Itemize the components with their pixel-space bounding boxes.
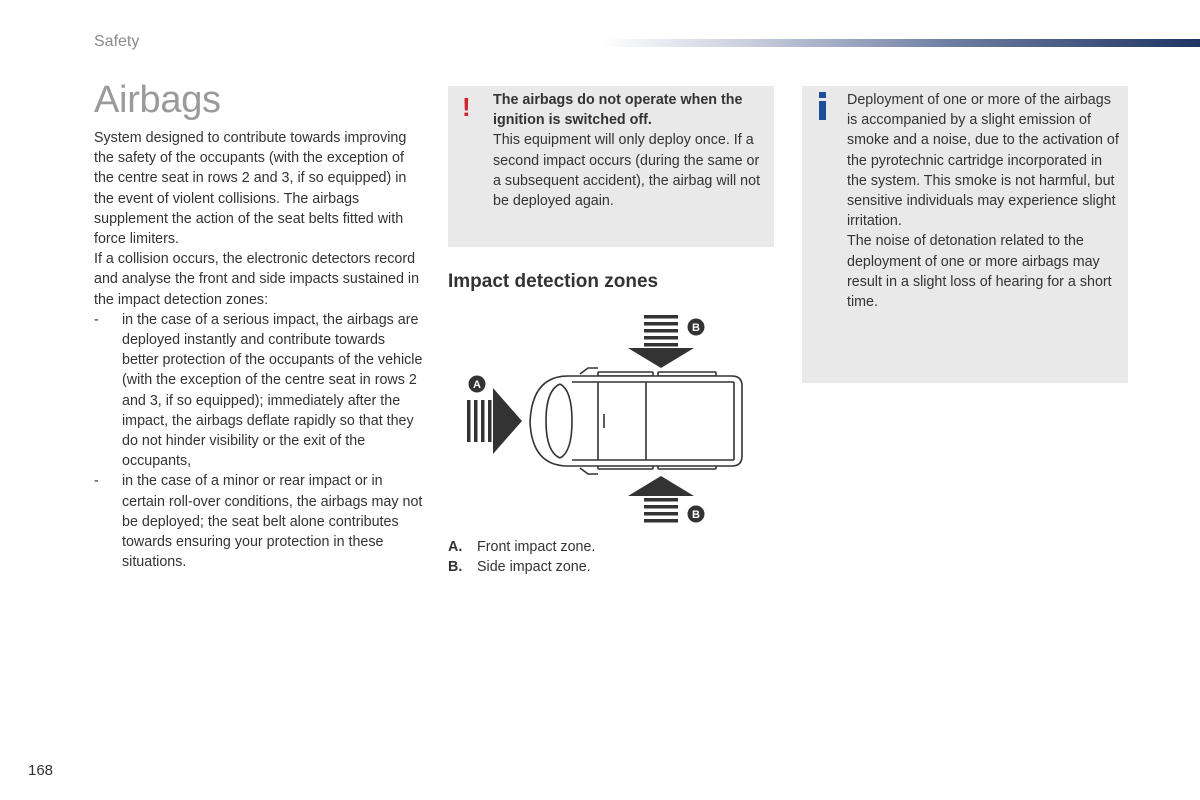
page-title: Airbags: [94, 79, 221, 121]
bullet-dash: -: [94, 473, 99, 490]
warning-body-text: This equipment will only deploy once. If a second impact occurs (during the same or a subsequent accident), the airbag will not be deployed again.: [493, 132, 761, 210]
legend-key: B.: [448, 559, 463, 576]
page-number: 168: [28, 762, 54, 779]
warning-box: [448, 86, 774, 247]
legend-text: Front impact zone.: [477, 539, 596, 555]
impact-zones-heading: Impact detection zones: [448, 271, 659, 292]
side-impact-arrow-top: [628, 315, 694, 368]
list-item: [94, 471, 424, 572]
bullet-dash: -: [94, 311, 99, 328]
bullet-text: in the case of a minor or rear impact or in certain roll-over conditions, the airbags may not be deployed; the seat belt alone contributes towards ensuring your protection in these situations.: [122, 473, 423, 571]
warning-text: [493, 90, 769, 211]
label-a: A: [473, 379, 481, 391]
intro-text: [94, 128, 424, 572]
legend-row: [448, 557, 748, 577]
side-impact-arrow-bottom: [628, 476, 694, 523]
van-top-view: [530, 368, 742, 474]
label-b-bottom: B: [692, 509, 700, 521]
list-item: [94, 310, 424, 472]
section-label: Safety: [94, 33, 140, 50]
info-paragraph-2: The noise of detonation related to the deployment of one or more airbags may result in a slight loss of hearing for a short time.: [847, 233, 1112, 311]
label-b-top: B: [692, 322, 700, 334]
impact-legend: [448, 537, 748, 577]
legend-key: A.: [448, 539, 463, 555]
bullet-text: in the case of a serious impact, the airbags are deployed instantly and contribute towards better protection of the occupants of the vehicle (with the exception of the centre seat in rows 2 and 3, if so equipped); immediately after the impact, the airbags deflate rapidly so that they do not hinder visibility or the exit of the occupants,: [122, 311, 423, 470]
legend-row: [448, 537, 748, 557]
info-box: [802, 86, 1128, 383]
front-impact-arrow: [467, 388, 522, 454]
warning-bold-text: The airbags do not operate when the ignition is switched off.: [493, 92, 743, 129]
intro-paragraph-1: System designed to contribute towards improving the safety of the occupants (with the exception of the centre seat in rows 2 and 3, if so equipped) in the event of violent collisions. The airbags supplement the action of the seat belts fitted with force limiters.: [94, 130, 407, 248]
info-paragraph-1: Deployment of one or more of the airbags is accompanied by a slight emission of smoke and a noise, due to the activation of the pyrotechnic cartridge incorporated in the system. This smoke is not harmful, but sensitive individuals may experience slight irritation.: [847, 92, 1119, 230]
bullet-list: [94, 310, 424, 573]
impact-zones-diagram: [448, 310, 748, 535]
warning-exclamation-icon: !: [462, 92, 471, 122]
info-icon: [814, 92, 830, 120]
header-gradient-bar: [600, 39, 1200, 47]
info-text: [847, 90, 1123, 312]
intro-paragraph-2: If a collision occurs, the electronic detectors record and analyse the front and side impacts sustained in the impact detection zones:: [94, 251, 420, 308]
legend-text: Side impact zone.: [477, 559, 591, 576]
